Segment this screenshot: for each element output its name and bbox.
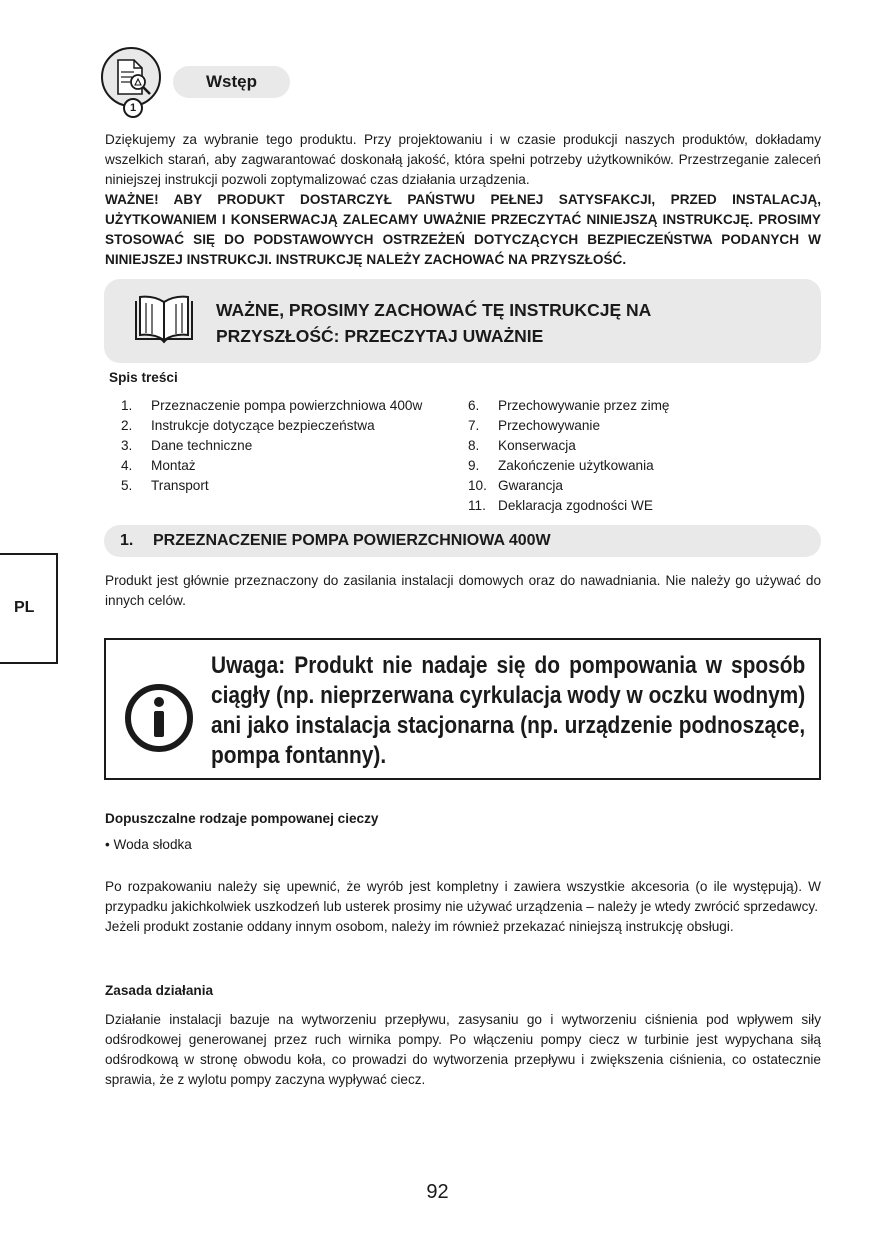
warning-box xyxy=(104,638,821,780)
principle-paragraph: Działanie instalacji bazuje na wytworzeniu przepływu, zasysaniu go i wytworzeniu ciśnienia pod wpływem siły odśrodkowej generowanej przez ruch wirnika pompy. Po włączeniu pompy ciecz w turbinie jest wypychana siłą odśrodkową w stronę obwodu koła, co prowadzi do wytworzenia przepływu i zwiększenia ciśnienia, co ostatecznie sprawia, że z wylotu pompy zaczyna wypływać ciecz. xyxy=(105,1012,821,1087)
toc-left-column xyxy=(121,396,441,496)
toc-item: 1. Przeznaczenie pompa powierzchniowa 400w xyxy=(121,398,423,413)
warning-text: Uwaga: Produkt nie nadaje się do pompowania w sposób ciągły (np. nieprzerwana cyrkulacja wody w oczku wodnym) ani jako instalacja stacjonarna (np. urządzenie podnoszące, pompa fontanny). xyxy=(211,652,806,769)
fluids-bullet-item: • Woda słodka xyxy=(105,837,192,852)
toc-item: 4. Montaż xyxy=(121,458,196,473)
toc-item: 8. Konserwacja xyxy=(468,438,576,453)
toc-title: Spis treści xyxy=(109,370,178,385)
language-tab xyxy=(0,553,58,664)
intro-warning: WAŻNE! ABY PRODUKT DOSTARCZYŁ PAŃSTWU PEŁNEJ SATYSFAKCJI, PRZED INSTALACJĄ, UŻYTKOWANIEM I KONSERWACJĄ ZALECAMY UWAŻNIE PRZECZYTAĆ NINIEJSZĄ INSTRUKCJĘ. PROSIMY STOSOWAĆ SIĘ DO PODSTAWOWYCH OSTRZEŻEŃ DOTYCZĄCYCH BEZPIECZEŃSTWA PODANYCH W NINIEJSZEJ INSTRUKCJI. INSTRUKCJĘ NALEŻY ZACHOWAĆ NA PRZYSZŁOŚĆ. xyxy=(105,192,821,267)
step-badge: 1 xyxy=(123,98,143,118)
important-line-2: PRZYSZŁOŚĆ: PRZECZYTAJ UWAŻNIE xyxy=(216,326,544,346)
toc-item: 7. Przechowywanie xyxy=(468,418,600,433)
page-number: 92 xyxy=(426,1181,449,1203)
section-title: PRZEZNACZENIE POMPA POWIERZCHNIOWA 400W xyxy=(153,532,551,549)
unpacking-text xyxy=(105,877,821,937)
section-number: 1. xyxy=(120,532,134,549)
toc-item: 11. Deklaracja zgodności WE xyxy=(468,498,653,513)
intro-paragraph: Dziękujemy za wybranie tego produktu. Przy projektowaniu i w czasie produkcji naszych produktów, dokładamy wszelkich starań, aby zagwarantować doskonałą jakość, która spełni potrzeby użytkowników. Przestrzeganie zaleceń niniejszej instrukcji pozwoli zoptymalizować czas działania urządzenia. xyxy=(105,132,821,187)
handover-paragraph: Jeżeli produkt zostanie oddany innym osobom, należy im również przekazać niniejszą instrukcję obsługi. xyxy=(105,919,734,934)
section-heading-bar xyxy=(104,525,821,557)
important-notice-box xyxy=(104,279,821,363)
open-book-icon xyxy=(132,291,196,345)
principle-heading: Zasada działania xyxy=(105,983,214,998)
unpacking-paragraph: Po rozpakowaniu należy się upewnić, że wyrób jest kompletny i zawiera wszystkie akcesoria (o ile występują). W przypadku jakichkolwiek uszkodzeń lub usterek prosimy nie używać urządzenia – należy je wtedy zwrócić sprzedawcy. xyxy=(105,879,821,914)
toc-item: 6. Przechowywanie przez zimę xyxy=(468,398,670,413)
important-line-1: WAŻNE, PROSIMY ZACHOWAĆ TĘ INSTRUKCJĘ NA xyxy=(216,300,652,320)
toc-item: 10. Gwarancja xyxy=(468,478,563,493)
info-icon xyxy=(123,682,195,754)
toc-item: 9. Zakończenie użytkowania xyxy=(468,458,654,473)
important-notice-text xyxy=(216,297,756,349)
section-title-pill: Wstęp xyxy=(173,66,290,98)
fluids-heading: Dopuszczalne rodzaje pompowanej cieczy xyxy=(105,811,379,826)
toc-item: 2. Instrukcje dotyczące bezpieczeństwa xyxy=(121,418,375,433)
purpose-paragraph: Produkt jest głównie przeznaczony do zasilania instalacji domowych oraz do nawadniania. Nie należy go używać do innych celów. xyxy=(105,573,821,608)
language-label: PL xyxy=(14,599,35,616)
intro-text xyxy=(105,130,821,270)
toc-item: 5. Transport xyxy=(121,478,209,493)
toc-item: 3. Dane techniczne xyxy=(121,438,253,453)
toc-right-column xyxy=(468,396,798,516)
